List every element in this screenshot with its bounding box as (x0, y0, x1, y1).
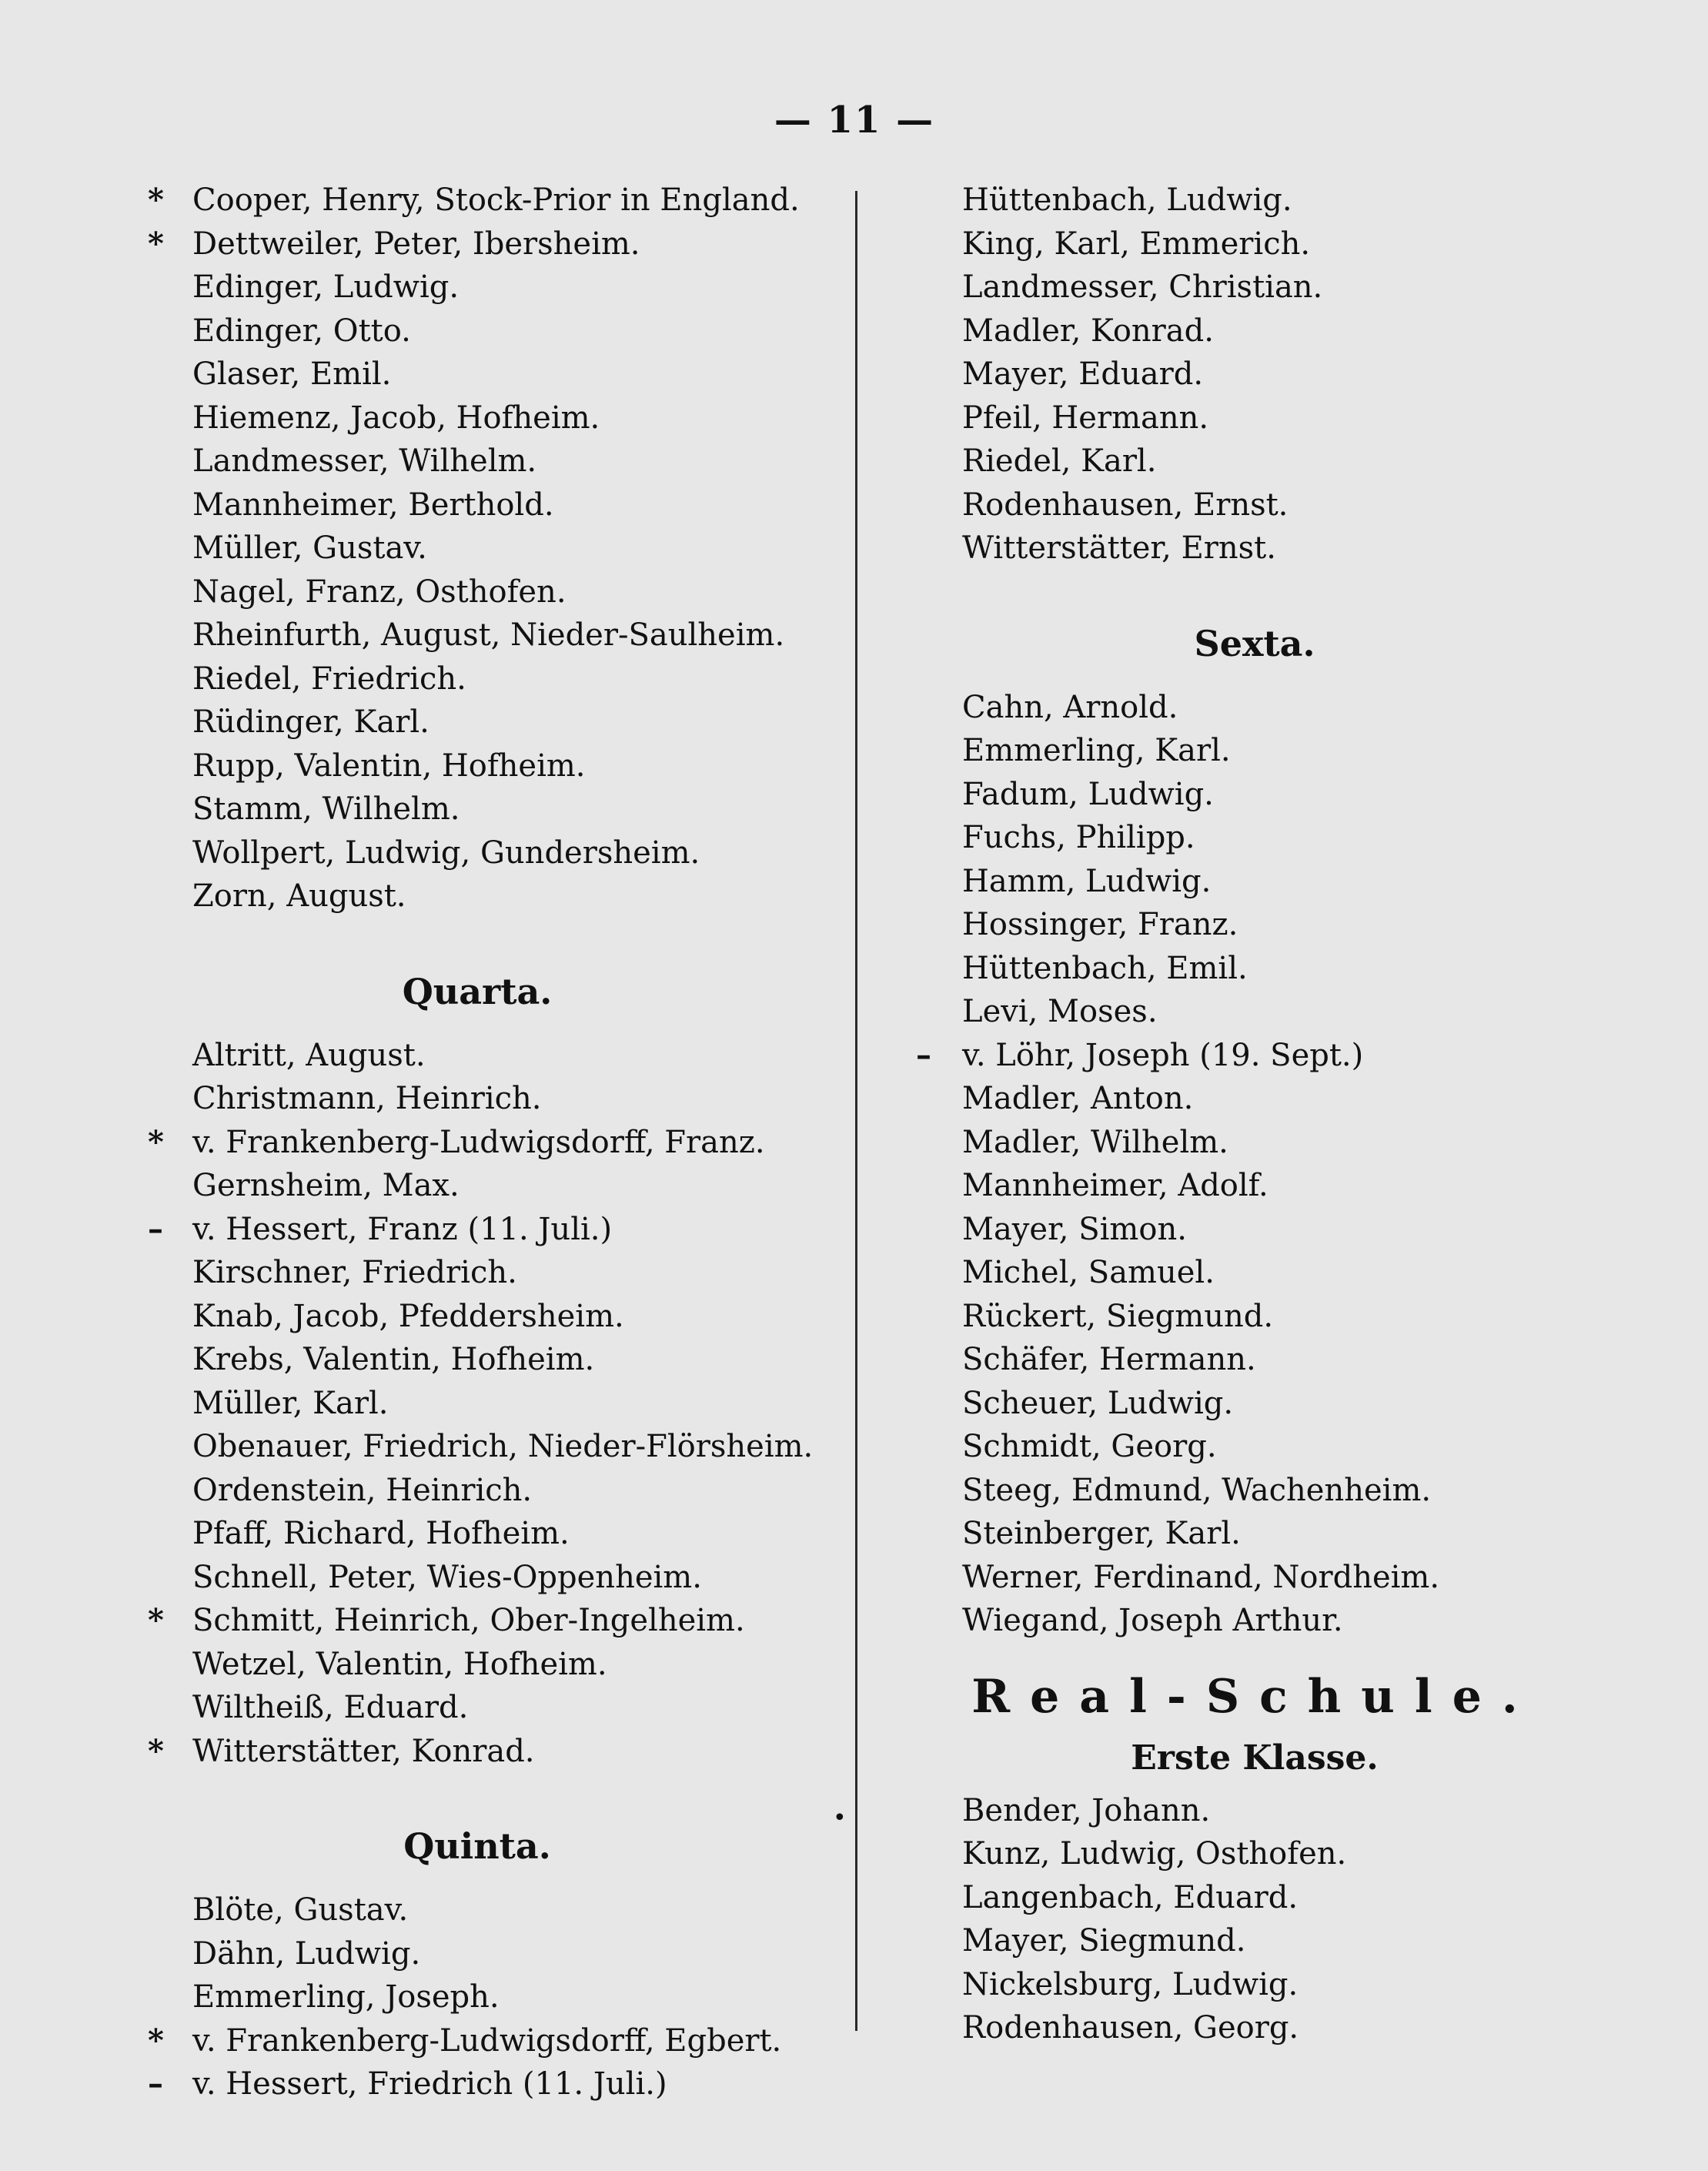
list-item (154, 1512, 831, 1556)
entry-name: Landmesser, Christian. (962, 269, 1323, 305)
entry-name: Hüttenbach, Emil. (962, 950, 1248, 986)
list-item (924, 1512, 1586, 1556)
list-item (924, 686, 1586, 730)
list-item (924, 1789, 1586, 1833)
entry-name: Schnell, Peter, Wies-Oppenheim. (192, 1559, 702, 1595)
list-item (924, 1295, 1586, 1339)
list-item (148, 2062, 831, 2106)
list-item (154, 483, 831, 527)
list-item (924, 483, 1586, 527)
list-item (924, 1121, 1586, 1165)
erste-klasse-heading: Erste Klasse. (1131, 1738, 1379, 1778)
entry-name: Riedel, Karl. (962, 443, 1157, 479)
list-item (924, 1251, 1586, 1295)
entry-mark: – (148, 2066, 163, 2102)
list-item (154, 1888, 831, 1932)
entry-name: Witterstätter, Ernst. (962, 530, 1276, 566)
entry-name: Müller, Gustav. (192, 530, 427, 566)
list-item (924, 1425, 1586, 1469)
entry-mark: – (148, 1210, 163, 1247)
list-item (154, 1164, 831, 1208)
list-item (924, 1963, 1586, 2007)
section-heading-quinta: Quinta. (403, 1825, 551, 1867)
list-item (924, 1599, 1586, 1643)
entry-name: v. Hessert, Franz (11. Juli.) (192, 1211, 613, 1247)
quarta-list (148, 1034, 831, 1774)
list-item (154, 353, 831, 396)
list-item (148, 1121, 831, 1165)
entry-name: Langenbach, Eduard. (962, 1879, 1299, 1915)
list-item (154, 1425, 831, 1469)
list-item (924, 353, 1586, 396)
list-item (924, 1832, 1586, 1876)
entry-name: Werner, Ferdinand, Nordheim. (962, 1559, 1440, 1595)
entry-name: King, Karl, Emmerich. (962, 226, 1311, 262)
entry-name: Cahn, Arnold. (962, 689, 1178, 725)
quinta-list (148, 1888, 831, 2106)
entry-name: v. Hessert, Friedrich (11. Juli.) (192, 2066, 667, 2102)
entry-mark: * (148, 1732, 164, 1769)
entry-name: v. Frankenberg-Ludwigsdorff, Franz. (192, 1124, 765, 1160)
entry-name: Nickelsburg, Ludwig. (962, 1966, 1299, 2002)
entry-name: Stamm, Wilhelm. (192, 791, 460, 827)
list-item (924, 2006, 1586, 2050)
list-item (154, 440, 831, 483)
entry-name: Hiemenz, Jacob, Hofheim. (192, 400, 600, 436)
margin-dot: • (833, 1805, 847, 1831)
entry-name: Gernsheim, Max. (192, 1168, 460, 1203)
entry-name: Wiegand, Joseph Arthur. (962, 1603, 1343, 1638)
list-item (154, 1686, 831, 1730)
entry-name: Madler, Konrad. (962, 313, 1214, 349)
entry-name: Mayer, Siegmund. (962, 1923, 1246, 1959)
left-intro-list (148, 179, 831, 918)
entry-name: v. Löhr, Joseph (19. Sept.) (962, 1037, 1364, 1073)
entry-name: Obenauer, Friedrich, Nieder-Flörsheim. (192, 1429, 814, 1464)
sexta-list (916, 686, 1586, 1643)
entry-name: Mannheimer, Adolf. (962, 1168, 1268, 1203)
entry-name: Dähn, Ludwig. (192, 1935, 421, 1972)
list-item (924, 729, 1586, 773)
list-item (924, 1077, 1586, 1121)
list-item (154, 1338, 831, 1382)
entry-name: Emmerling, Karl. (962, 733, 1231, 768)
entry-name: Schäfer, Hermann. (962, 1342, 1256, 1377)
list-item (154, 1975, 831, 2019)
entry-name: Krebs, Valentin, Hofheim. (192, 1342, 595, 1377)
list-item (924, 903, 1586, 947)
entry-name: Wiltheiß, Eduard. (192, 1690, 469, 1725)
entry-name: Rückert, Siegmund. (962, 1298, 1274, 1334)
list-item (924, 1208, 1586, 1252)
entry-name: Rüdinger, Karl. (192, 704, 430, 740)
entry-name: Schmitt, Heinrich, Ober-Ingelheim. (192, 1603, 745, 1638)
entry-name: Landmesser, Wilhelm. (192, 443, 537, 479)
list-item (924, 990, 1586, 1034)
entry-name: Scheuer, Ludwig. (962, 1385, 1234, 1421)
entry-name: Schmidt, Georg. (962, 1429, 1217, 1464)
entry-name: Emmerling, Joseph. (192, 1979, 500, 2015)
left-column (148, 179, 831, 2106)
list-item (924, 1919, 1586, 1963)
list-item (924, 179, 1586, 222)
entry-name: Blöte, Gustav. (192, 1892, 409, 1928)
list-item (148, 1730, 831, 1774)
entry-mark: * (148, 2022, 164, 2059)
entry-name: Madler, Anton. (962, 1081, 1194, 1116)
list-item (924, 947, 1586, 991)
entry-name: Ordenstein, Heinrich. (192, 1472, 533, 1508)
list-item (154, 1077, 831, 1121)
entry-name: Edinger, Ludwig. (192, 269, 460, 305)
list-item (154, 1932, 831, 1976)
entry-name: Dettweiler, Peter, Ibersheim. (192, 226, 640, 262)
list-item (154, 831, 831, 875)
list-item (154, 1643, 831, 1687)
entry-name: Levi, Moses. (962, 994, 1158, 1029)
entry-name: Pfaff, Richard, Hofheim. (192, 1516, 570, 1551)
page-number: — 11 — (774, 99, 935, 142)
entry-name: Kunz, Ludwig, Osthofen. (962, 1836, 1347, 1872)
list-item (154, 1251, 831, 1295)
list-item (154, 396, 831, 440)
list-item (924, 1382, 1586, 1426)
right-column (916, 179, 1586, 2050)
list-item (154, 701, 831, 744)
entry-name: Fuchs, Philipp. (962, 820, 1195, 855)
list-item (924, 396, 1586, 440)
entry-name: Michel, Samuel. (962, 1255, 1215, 1290)
entry-name: Madler, Wilhelm. (962, 1124, 1228, 1160)
list-item (924, 773, 1586, 817)
list-item (148, 2019, 831, 2063)
list-item (148, 179, 831, 222)
entry-mark: * (148, 182, 164, 218)
list-item (148, 222, 831, 266)
list-item (924, 527, 1586, 570)
list-item (154, 527, 831, 570)
list-item (154, 657, 831, 701)
entry-name: Rheinfurth, August, Nieder-Saulheim. (192, 617, 785, 653)
list-item (154, 744, 831, 788)
list-item (924, 266, 1586, 309)
entry-mark: – (916, 1036, 931, 1073)
entry-name: Wetzel, Valentin, Hofheim. (192, 1646, 607, 1682)
entry-mark: * (148, 1602, 164, 1638)
entry-name: v. Frankenberg-Ludwigsdorff, Egbert. (192, 2022, 782, 2059)
entry-name: Rodenhausen, Georg. (962, 2010, 1299, 2046)
entry-name: Riedel, Friedrich. (192, 661, 466, 697)
list-item (154, 1295, 831, 1339)
list-item (148, 1599, 831, 1643)
list-item (148, 1208, 831, 1252)
list-item (924, 222, 1586, 266)
list-item (924, 309, 1586, 353)
entry-name: Pfeil, Hermann. (962, 400, 1209, 436)
erste-klasse-list (924, 1789, 1586, 2050)
list-item (154, 875, 831, 918)
list-item (924, 440, 1586, 483)
entry-name: Christmann, Heinrich. (192, 1081, 542, 1116)
entry-name: Hamm, Ludwig. (962, 863, 1212, 899)
entry-name: Cooper, Henry, Stock-Prior in England. (192, 182, 800, 218)
list-item (924, 1876, 1586, 1920)
list-item (924, 1338, 1586, 1382)
list-item (924, 1556, 1586, 1600)
entry-name: Wollpert, Ludwig, Gundersheim. (192, 835, 700, 871)
entry-name: Witterstätter, Konrad. (192, 1733, 535, 1769)
list-item (154, 614, 831, 657)
list-item (916, 1034, 1586, 1078)
section-heading-sexta: Sexta. (1194, 622, 1315, 664)
entry-name: Altritt, August. (192, 1037, 426, 1073)
list-item (154, 1034, 831, 1078)
entry-name: Mannheimer, Berthold. (192, 487, 554, 523)
entry-name: Bender, Johann. (962, 1792, 1211, 1828)
real-schule-title: Real-Schule. (971, 1669, 1538, 1724)
right-intro-list (924, 179, 1586, 570)
entry-name: Hüttenbach, Ludwig. (962, 182, 1292, 218)
list-item (154, 570, 831, 614)
entry-name: Steinberger, Karl. (962, 1516, 1241, 1551)
entry-name: Knab, Jacob, Pfeddersheim. (192, 1298, 624, 1334)
list-item (154, 1469, 831, 1513)
column-divider (855, 191, 857, 2031)
list-item (154, 266, 831, 309)
entry-name: Rupp, Valentin, Hofheim. (192, 748, 586, 784)
entry-name: Nagel, Franz, Osthofen. (192, 574, 567, 610)
entry-name: Glaser, Emil. (192, 356, 392, 392)
entry-name: Steeg, Edmund, Wachenheim. (962, 1472, 1432, 1508)
entry-name: Edinger, Otto. (192, 313, 411, 349)
entry-name: Rodenhausen, Ernst. (962, 487, 1289, 523)
entry-name: Hossinger, Franz. (962, 907, 1238, 942)
list-item (924, 1164, 1586, 1208)
entry-name: Mayer, Eduard. (962, 356, 1204, 392)
section-heading-quarta: Quarta. (402, 970, 553, 1012)
entry-mark: * (148, 225, 164, 262)
list-item (924, 860, 1586, 904)
list-item (154, 1556, 831, 1600)
entry-name: Fadum, Ludwig. (962, 776, 1214, 812)
entry-name: Mayer, Simon. (962, 1211, 1187, 1247)
list-item (154, 1382, 831, 1426)
list-item (154, 309, 831, 353)
entry-name: Kirschner, Friedrich. (192, 1255, 517, 1290)
entry-name: Müller, Karl. (192, 1385, 389, 1421)
list-item (924, 1469, 1586, 1513)
list-item (154, 788, 831, 831)
entry-name: Zorn, August. (192, 878, 406, 914)
list-item (924, 816, 1586, 860)
entry-mark: * (148, 1123, 164, 1160)
